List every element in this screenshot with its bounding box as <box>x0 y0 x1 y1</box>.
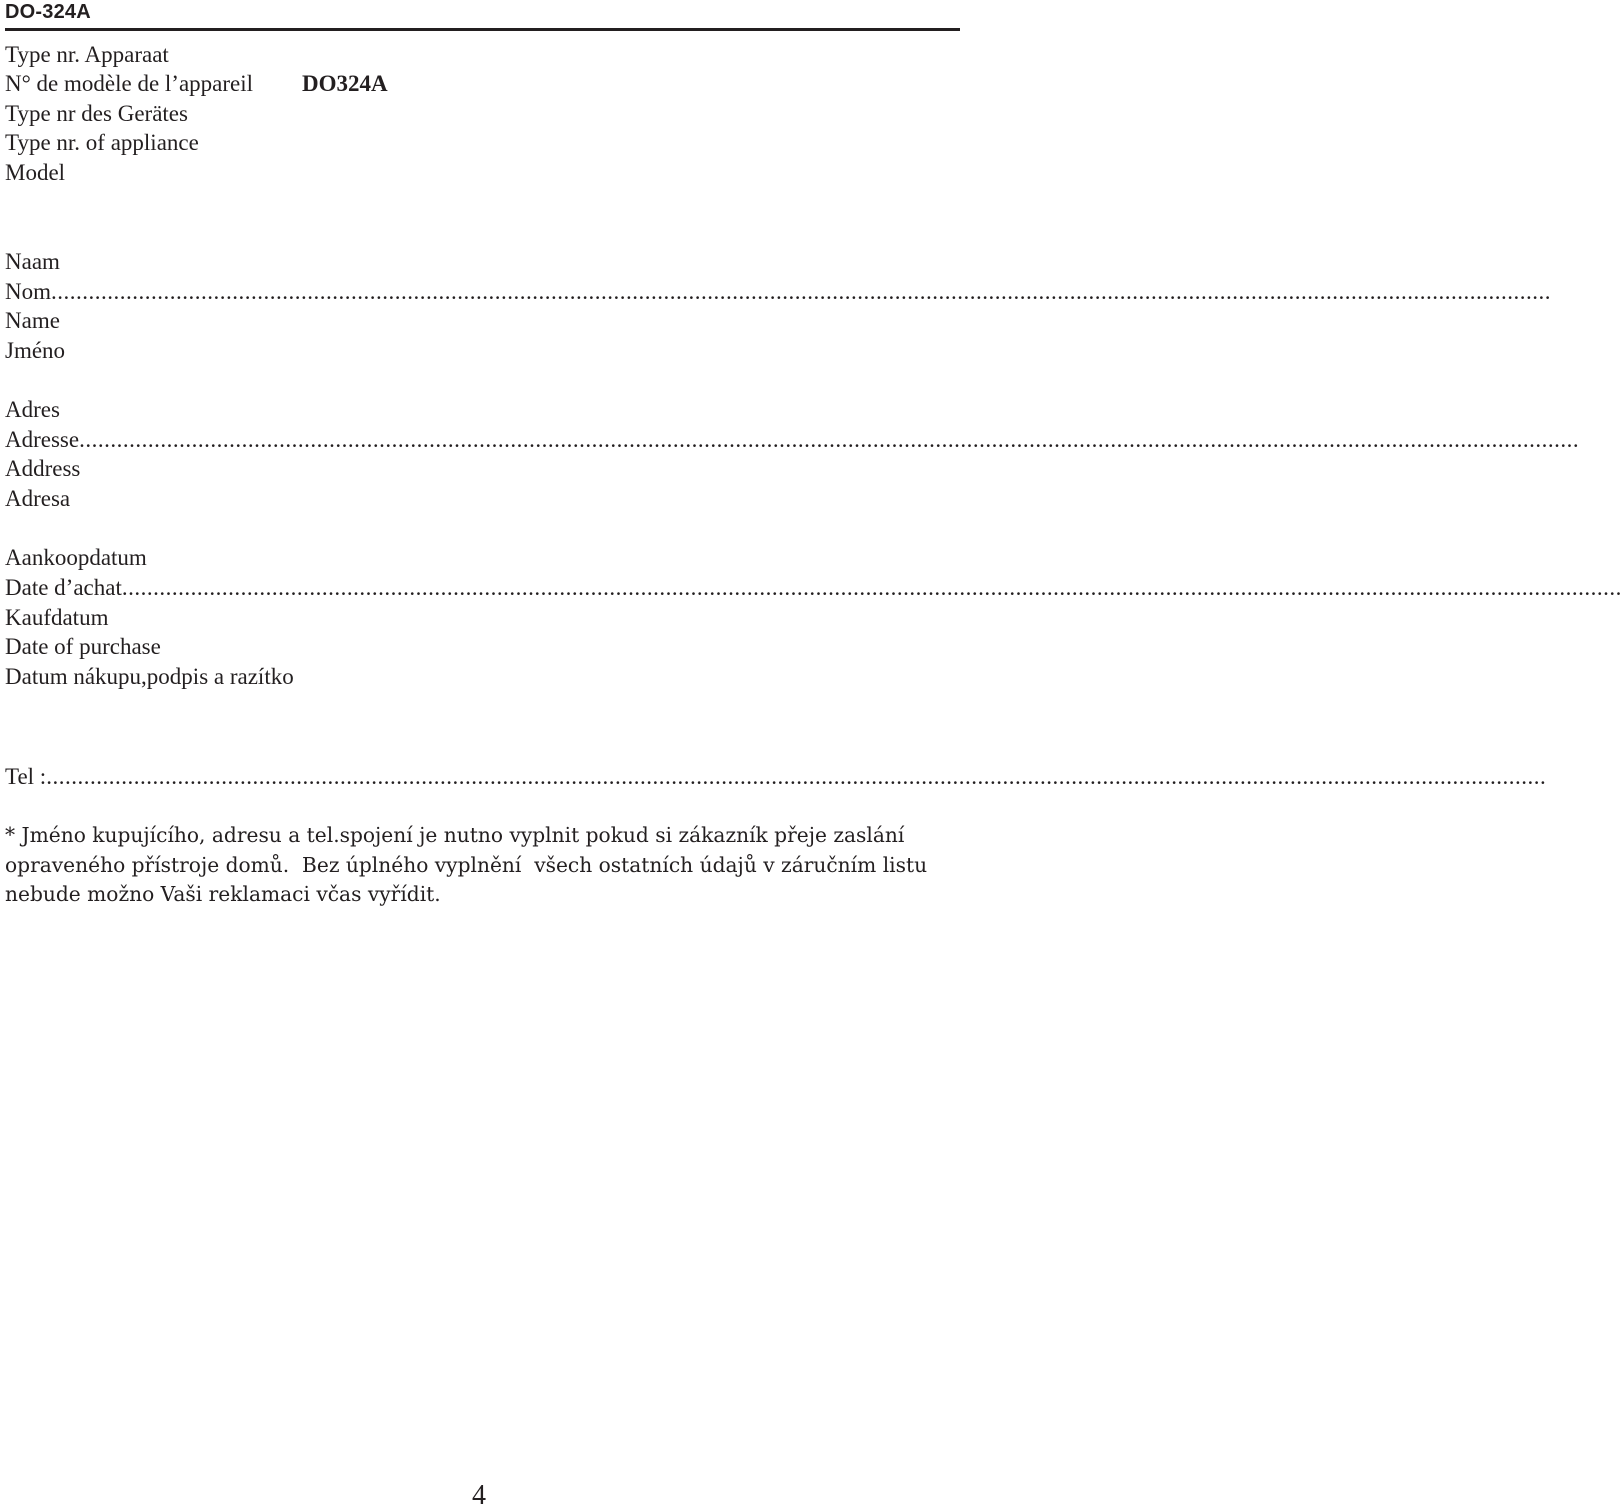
tel-field-row[interactable] <box>5 762 1547 792</box>
model-label-cz: Model <box>5 160 66 185</box>
address-dots-field[interactable]: ................................................................................................................................................................................................................................................ <box>79 427 1580 452</box>
name-field-row[interactable] <box>5 277 1551 307</box>
address-field-row[interactable] <box>5 425 1580 455</box>
document-title: DO-324A <box>5 1 91 23</box>
footnote <box>5 821 955 910</box>
address-label-nl: Adres <box>5 397 60 422</box>
tel-dots-field[interactable]: ................................................................................................................................................................................................................................................ <box>46 764 1547 789</box>
purchase-dots-field[interactable]: ................................................................................................................................................................................................................................................ <box>121 575 1622 600</box>
page-number: 4 <box>472 1480 486 1511</box>
name-label-cz: Jméno <box>5 338 66 363</box>
name-dots-field[interactable]: ................................................................................................................................................................................................................................................ <box>51 279 1551 304</box>
address-label-en: Address <box>5 456 81 481</box>
model-label-en: Type nr. of appliance <box>5 130 199 155</box>
model-value: DO324A <box>302 71 388 96</box>
model-label-fr: N° de modèle de l’appareil <box>5 71 254 96</box>
footnote-line-3: nebude možno Vaši reklamaci včas vyřídit. <box>5 882 441 907</box>
name-label-fr: Nom <box>5 279 51 304</box>
footnote-line-2: opraveného přístroje domů. Bez úplného vyplnění všech ostatních údajů v záručním listu <box>5 852 928 877</box>
address-label-fr: Adresse <box>5 427 80 452</box>
tel-label: Tel : <box>5 764 47 789</box>
purchase-label-en: Date of purchase <box>5 634 161 659</box>
footnote-line-1: * Jméno kupujícího, adresu a tel.spojení je nutno vyplnit pokud si zákazník přeje zaslání <box>5 823 905 847</box>
model-label-de: Type nr des Gerätes <box>5 101 188 126</box>
purchase-field-row[interactable] <box>5 573 1622 603</box>
address-label-cz: Adresa <box>5 486 71 511</box>
purchase-label-fr: Date d’achat <box>5 575 122 600</box>
name-label-nl: Naam <box>5 249 60 274</box>
model-label-nl: Type nr. Apparaat <box>5 42 169 67</box>
purchase-label-nl: Aankoopdatum <box>5 545 147 570</box>
purchase-label-de: Kaufdatum <box>5 605 109 630</box>
name-label-en: Name <box>5 308 60 333</box>
header-rule <box>5 28 960 31</box>
purchase-label-cz: Datum nákupu,podpis a razítko <box>5 664 294 689</box>
